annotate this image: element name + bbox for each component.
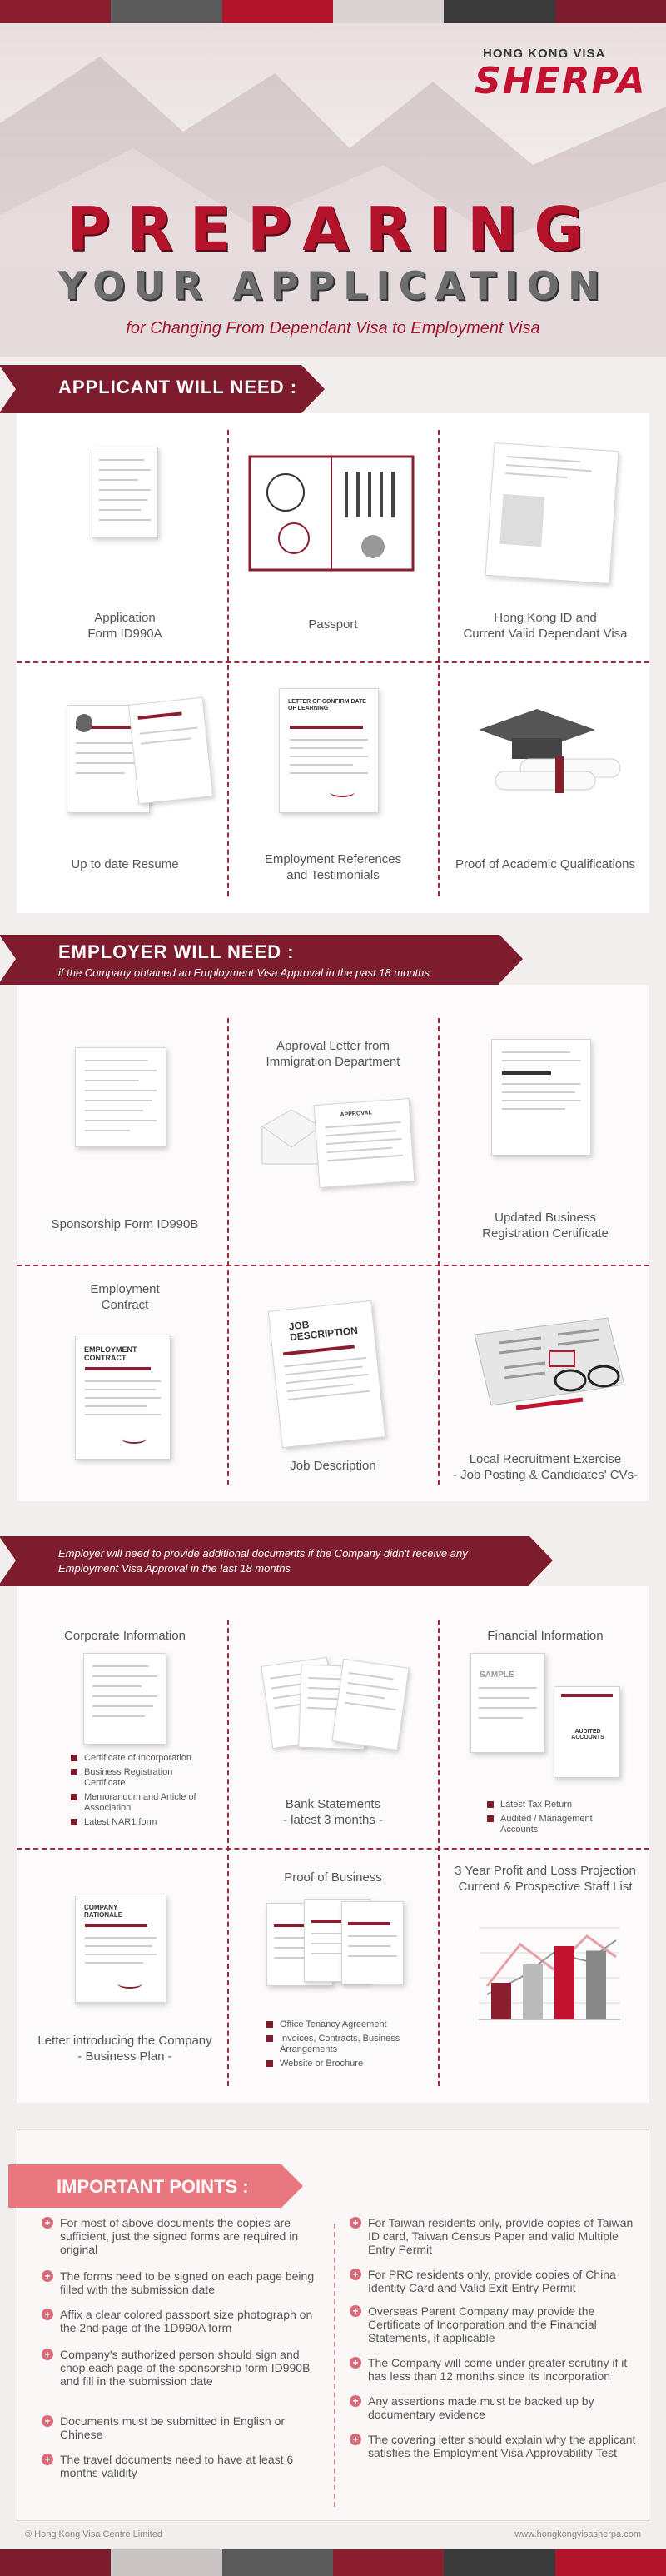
proof-bullet: Website or Brochure — [266, 2059, 425, 2069]
applicant-item-form: Application Form ID990A — [87, 611, 162, 641]
applicant-item-resume: Up to date Resume — [71, 857, 179, 871]
footer-website-link[interactable]: www.hongkongvisasherpa.com — [514, 2529, 641, 2539]
applicant-panel — [17, 413, 649, 913]
reference-letter-icon: LETTER OF CONFIRM DATE OF LEARNING — [279, 688, 379, 813]
graduation-cap-icon — [462, 705, 629, 796]
resume-icon-back — [128, 697, 213, 805]
projection-chart — [470, 1911, 629, 2028]
sponsorship-form-icon — [75, 1047, 166, 1147]
important-point: + For most of above documents the copies are sufficient, just the signed forms are required in original — [42, 2216, 325, 2256]
projection-bar — [586, 1951, 606, 2020]
proof-heading: Proof of Business — [284, 1870, 382, 1885]
employer-item-br-certificate: Updated Business Registration Certificate — [482, 1211, 609, 1241]
bank-statements-label: Bank Statements - latest 3 months - — [282, 1797, 384, 1827]
projection-bar — [523, 1964, 543, 2019]
logo-small-text: HONG KONG VISA — [483, 47, 606, 61]
tax-return-icon: SAMPLE — [470, 1653, 545, 1753]
important-point: + For Taiwan residents only, provide copies of Taiwan ID card, Taiwan Census Paper and valid Multiple Entry Permit — [350, 2216, 645, 2256]
bottom-color-bar — [0, 2549, 666, 2576]
projection-label: 3 Year Profit and Loss Projection Current & Prospective Staff List — [455, 1864, 636, 1894]
top-color-bar — [0, 0, 666, 23]
corporate-bullets — [71, 1753, 204, 1831]
company-letter-label: Letter introducing the Company - Business Plan - — [37, 2034, 212, 2064]
financial-bullets — [487, 1800, 629, 1839]
financial-heading: Financial Information — [487, 1629, 604, 1643]
job-description-icon: JOB DESCRIPTION — [268, 1300, 386, 1448]
corporate-bullet: Certificate of Incorporation — [71, 1753, 204, 1764]
applicant-item-references: Employment References and Testimonials — [264, 852, 402, 882]
approval-letter-icon: APPROVAL — [314, 1098, 415, 1188]
title-line2: YOUR APPLICATION — [57, 263, 609, 308]
logo-sherpa: SHERPA — [475, 60, 647, 102]
employment-contract-icon: EMPLOYMENT CONTRACT — [75, 1335, 171, 1460]
company-rationale-icon: COMPANY RATIONALE — [75, 1895, 166, 2003]
employer-banner — [0, 935, 500, 985]
title-subtitle: for Changing From Dependant Visa to Employment Visa — [126, 319, 540, 337]
corporate-bullet: Memorandum and Article of Association — [71, 1792, 204, 1814]
employer-item-job-description: Job Description — [290, 1459, 376, 1473]
passport-icon — [248, 455, 415, 572]
header — [0, 23, 666, 357]
newspaper-glasses-icon — [466, 1310, 633, 1418]
employer-banner-title: EMPLOYER WILL NEED : — [58, 941, 295, 962]
employer-item-sponsorship: Sponsorship Form ID990B — [51, 1217, 199, 1231]
corporate-doc-icon — [83, 1653, 166, 1745]
corporate-bullet: Business Registration Certificate — [71, 1767, 204, 1789]
projection-bar — [554, 1946, 574, 2019]
important-point: + Overseas Parent Company may provide the Certificate of Incorporation and the Financial Statements, if applicable — [350, 2304, 645, 2344]
important-point: + The covering letter should explain why the applicant satisfies the Employment Visa Approvability Test — [350, 2433, 645, 2459]
applicant-item-academic: Proof of Academic Qualifications — [455, 857, 635, 871]
important-point: + Affix a clear colored passport size photograph on the 2nd page of the 1D990A form — [42, 2308, 325, 2334]
employer-banner-subtitle: if the Company obtained an Employment Visa Approval in the past 18 months — [58, 966, 430, 979]
applicant-item-passport: Passport — [308, 617, 358, 632]
applicant-item-hkid: Hong Kong ID and Current Valid Dependant Visa — [463, 611, 628, 641]
additional-banner — [0, 1536, 529, 1586]
registration-certificate-icon — [491, 1039, 591, 1156]
applicant-banner-title: APPLICANT WILL NEED : — [58, 377, 298, 397]
corporate-heading: Corporate Information — [64, 1629, 186, 1643]
financial-bullet: Audited / Management Accounts — [487, 1814, 629, 1835]
important-point: + The forms need to be signed on each page being filled with the submission date — [42, 2269, 325, 2296]
employer-item-approval: Approval Letter from Immigration Department — [266, 1039, 400, 1069]
important-point: + For PRC residents only, provide copies of China Identity Card and Valid Exit-Entry Permit — [350, 2268, 645, 2294]
bank-statement-icon — [331, 1659, 409, 1750]
important-point: + The Company will come under greater scrutiny if it has less than 12 months since its incorporation — [350, 2356, 645, 2383]
footer — [0, 2519, 666, 2549]
projection-bar — [491, 1983, 511, 2019]
proof-bullet: Office Tenancy Agreement — [266, 2019, 425, 2030]
employer-item-recruitment: Local Recruitment Exercise - Job Posting & Candidates' CVs- — [452, 1452, 639, 1482]
employer-item-contract: Employment Contract — [90, 1282, 160, 1312]
audited-accounts-icon: AUDITED ACCOUNTS — [554, 1686, 620, 1778]
important-point: + Documents must be submitted in English or Chinese — [42, 2414, 325, 2441]
proof-doc-icon — [341, 1901, 404, 1984]
corporate-bullet: Latest NAR1 form — [71, 1817, 204, 1828]
additional-banner-text: Employer will need to provide additional documents if the Company didn't receive any Employment Visa Approval in the last 18 months — [58, 1547, 468, 1575]
form-icon — [92, 447, 158, 538]
footer-copyright: © Hong Kong Visa Centre Limited — [25, 2529, 163, 2539]
employer-panel — [17, 985, 649, 1501]
important-point: + The travel documents need to have at least 6 months validity — [42, 2453, 325, 2479]
financial-bullet: Latest Tax Return — [487, 1800, 629, 1810]
title-line1: PREPARING — [66, 194, 600, 264]
important-banner — [8, 2164, 281, 2208]
proof-bullet: Invoices, Contracts, Business Arrangements — [266, 2034, 425, 2055]
id-document-icon — [485, 442, 619, 584]
proof-bullets — [266, 2019, 425, 2073]
important-point: + Any assertions made must be backed up by documentary evidence — [350, 2394, 645, 2421]
important-banner-title: IMPORTANT POINTS : — [57, 2176, 249, 2197]
additional-panel — [17, 1586, 649, 2103]
important-point: + Company's authorized person should sign and chop each page of the sponsorship form ID990B and fill in the submission date — [42, 2348, 325, 2388]
applicant-banner — [0, 365, 301, 413]
